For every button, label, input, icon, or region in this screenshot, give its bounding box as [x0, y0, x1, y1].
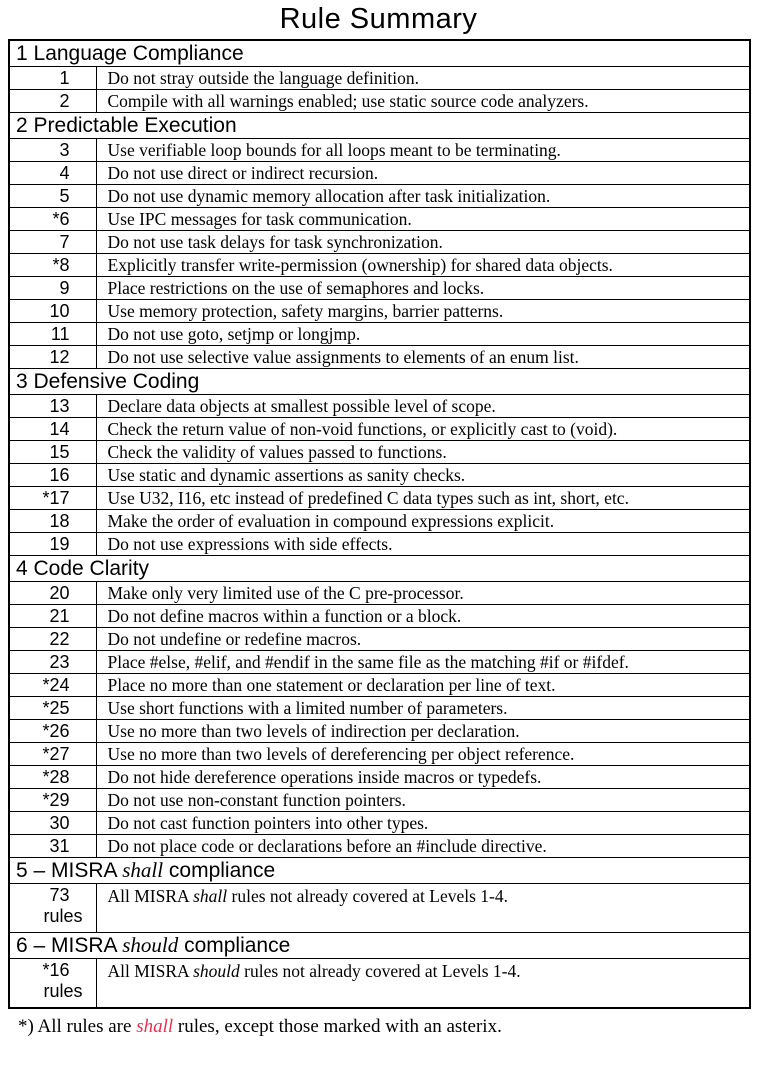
footnote-text: *) All rules are — [18, 1016, 137, 1037]
rule-number-cell — [9, 418, 96, 441]
rule-row — [9, 582, 750, 605]
rule-text-cell — [96, 651, 750, 674]
rule-text: Compile with all warnings enabled; use static source code analyzers. — [107, 90, 589, 111]
section-heading — [9, 933, 750, 959]
rule-number-cell — [9, 162, 96, 185]
rule-number: 5 — [59, 185, 70, 206]
rule-number-cell — [9, 346, 96, 369]
rule-number-cell — [9, 743, 96, 766]
section-heading-emphasis: shall — [122, 858, 164, 882]
section-header-row — [9, 40, 750, 67]
rule-text: Use no more than two levels of indirection per declaration. — [107, 720, 520, 741]
rule-text-cell — [96, 162, 750, 185]
rule-row — [9, 67, 750, 90]
section-heading-text: 6 – MISRA — [16, 934, 123, 957]
rule-number: *6 — [52, 208, 70, 229]
rule-row — [9, 789, 750, 812]
rule-number-cell — [9, 277, 96, 300]
rule-number-cell — [9, 720, 96, 743]
rule-number: 20 — [49, 582, 70, 603]
rule-text: Do not use expressions with side effects. — [107, 533, 393, 554]
rule-row — [9, 254, 750, 277]
section-heading-text: 5 – MISRA — [16, 859, 123, 882]
section-header-row — [9, 556, 750, 582]
rule-text-cell — [96, 464, 750, 487]
rule-number: 73 — [49, 885, 70, 905]
section-heading-text: 1 Language Compliance — [16, 41, 244, 65]
rule-number: 1 — [59, 67, 70, 88]
rule-number: 13 — [49, 395, 70, 416]
rule-text: Make only very limited use of the C pre-processor. — [107, 582, 464, 603]
rule-row — [9, 720, 750, 743]
rule-text: Do not define macros within a function or a block. — [107, 605, 462, 626]
rule-text: Do not use goto, setjmp or longjmp. — [107, 323, 361, 344]
rule-row — [9, 651, 750, 674]
rule-text-cell — [96, 959, 750, 1009]
rule-text: Place no more than one statement or declaration per line of text. — [107, 674, 556, 695]
rule-row — [9, 185, 750, 208]
rule-text-cell — [96, 346, 750, 369]
rule-number: 15 — [49, 441, 70, 462]
rule-number-cell — [9, 395, 96, 418]
rule-text: Use memory protection, safety margins, barrier patterns. — [107, 300, 504, 321]
rule-text-cell — [96, 674, 750, 697]
rule-text: Place restrictions on the use of semaphores and locks. — [107, 277, 485, 298]
rule-number-cell — [9, 139, 96, 162]
rule-number-cell — [9, 90, 96, 113]
rule-text: Do not use dynamic memory allocation after task initialization. — [107, 185, 551, 206]
rule-number: 10 — [49, 300, 70, 321]
rule-row — [9, 835, 750, 858]
rule-number: 23 — [49, 651, 70, 672]
rule-text-cell — [96, 67, 750, 90]
rule-number-cell — [9, 884, 96, 933]
rule-number: 21 — [49, 605, 70, 626]
section-heading-text: 4 Code Clarity — [16, 556, 150, 580]
footnote-emphasis: shall — [136, 1016, 174, 1037]
rule-number-cell — [9, 674, 96, 697]
rule-number: 7 — [59, 231, 70, 252]
rule-text-cell — [96, 835, 750, 858]
rule-row — [9, 487, 750, 510]
rule-row — [9, 277, 750, 300]
section-heading — [9, 113, 750, 139]
rule-text-cell — [96, 582, 750, 605]
rule-number-cell — [9, 766, 96, 789]
section-header-row — [9, 933, 750, 959]
rule-text: All MISRA — [107, 886, 194, 906]
rule-number: 11 — [50, 323, 70, 344]
rule-text: Declare data objects at smallest possible level of scope. — [107, 395, 496, 416]
section-header-row — [9, 113, 750, 139]
rule-row — [9, 90, 750, 113]
rule-number-cell — [9, 651, 96, 674]
rule-number-sublabel: rules — [43, 981, 83, 1001]
rule-row — [9, 441, 750, 464]
rule-number-cell — [9, 441, 96, 464]
rule-row — [9, 533, 750, 556]
rule-row — [9, 300, 750, 323]
rule-text-cell — [96, 185, 750, 208]
rule-text-cell — [96, 487, 750, 510]
rule-text: All MISRA — [107, 961, 194, 981]
rule-text-cont: rules not already covered at Levels 1-4. — [227, 886, 508, 906]
rule-text: Explicitly transfer write-permission (ownership) for shared data objects. — [107, 254, 613, 275]
rule-number: 18 — [49, 510, 70, 531]
rule-number-cell — [9, 835, 96, 858]
rule-text: Do not use non-constant function pointers. — [107, 789, 406, 810]
rule-number: 30 — [49, 812, 70, 833]
rule-text: Make the order of evaluation in compound expressions explicit. — [107, 510, 555, 531]
rule-number-sublabel: rules — [43, 906, 83, 926]
rule-row — [9, 959, 750, 1009]
rule-text-cell — [96, 510, 750, 533]
rule-text-cell — [96, 441, 750, 464]
rule-text-cell — [96, 533, 750, 556]
rule-number: *17 — [42, 487, 70, 508]
rule-text: Place #else, #elif, and #endif in the same file as the matching #if or #ifdef. — [107, 651, 629, 672]
rule-number-cell — [9, 208, 96, 231]
page-title: Rule Summary — [279, 3, 478, 35]
rule-number-cell — [9, 231, 96, 254]
rule-number-cell — [9, 789, 96, 812]
rule-number-cell — [9, 185, 96, 208]
rule-text-cell — [96, 208, 750, 231]
rule-row — [9, 395, 750, 418]
section-header-row — [9, 369, 750, 395]
rule-number: 4 — [59, 162, 70, 183]
rule-text-cell — [96, 300, 750, 323]
section-heading-text-cont: compliance — [163, 859, 276, 882]
rule-number: 19 — [49, 533, 70, 554]
rule-number: 2 — [59, 90, 70, 111]
rule-text-cell — [96, 628, 750, 651]
rule-number: *29 — [42, 789, 70, 810]
rule-number-cell — [9, 605, 96, 628]
rule-text-cell — [96, 254, 750, 277]
section-heading — [9, 369, 750, 395]
rule-row — [9, 464, 750, 487]
section-heading-text-cont: compliance — [178, 934, 291, 957]
rule-row — [9, 605, 750, 628]
rule-text-cell — [96, 605, 750, 628]
footnote — [18, 1016, 757, 1038]
rule-number-cell — [9, 67, 96, 90]
rule-row — [9, 510, 750, 533]
rule-number: *26 — [42, 720, 70, 741]
rule-summary-table — [8, 39, 751, 1009]
rule-number: 16 — [49, 464, 70, 485]
rule-text-cell — [96, 743, 750, 766]
rule-text-cell — [96, 90, 750, 113]
rule-text-cell — [96, 418, 750, 441]
rule-row — [9, 346, 750, 369]
rule-text: Use no more than two levels of dereferencing per object reference. — [107, 743, 575, 764]
rule-number-cell — [9, 464, 96, 487]
rule-number-cell — [9, 812, 96, 835]
section-heading — [9, 40, 750, 67]
rule-text: Use static and dynamic assertions as sanity checks. — [107, 464, 466, 485]
rule-row — [9, 743, 750, 766]
rule-text-cell — [96, 884, 750, 933]
rule-row — [9, 674, 750, 697]
rule-row — [9, 697, 750, 720]
rule-number-cell — [9, 697, 96, 720]
rule-number: 9 — [59, 277, 70, 298]
rule-number-cell — [9, 323, 96, 346]
rule-number: *16 — [42, 960, 70, 980]
rule-row — [9, 208, 750, 231]
rule-row — [9, 139, 750, 162]
rule-number-cell — [9, 510, 96, 533]
rule-text: Use U32, I16, etc instead of predefined C data types such as int, short, etc. — [107, 487, 629, 508]
rule-number: 31 — [49, 835, 70, 856]
section-header-row — [9, 858, 750, 884]
rule-row — [9, 884, 750, 933]
section-heading-text: 2 Predictable Execution — [16, 113, 237, 137]
rule-row — [9, 812, 750, 835]
rule-row — [9, 323, 750, 346]
rule-text-cell — [96, 697, 750, 720]
section-heading-text: 3 Defensive Coding — [16, 369, 200, 393]
rule-row — [9, 162, 750, 185]
rule-number: 22 — [49, 628, 70, 649]
rule-number: *28 — [42, 766, 70, 787]
rule-text-cell — [96, 231, 750, 254]
rule-text-cell — [96, 720, 750, 743]
rule-text-cell — [96, 395, 750, 418]
rule-row — [9, 766, 750, 789]
rule-text-cell — [96, 277, 750, 300]
rule-number: *24 — [42, 674, 70, 695]
rule-text: Do not use selective value assignments to elements of an enum list. — [107, 346, 579, 367]
rule-text: Do not use direct or indirect recursion. — [107, 162, 379, 183]
rule-number-cell — [9, 300, 96, 323]
rule-text-cell — [96, 323, 750, 346]
rule-text: Check the validity of values passed to functions. — [107, 441, 447, 462]
rule-text: Do not stray outside the language definition. — [107, 67, 420, 88]
rule-row — [9, 231, 750, 254]
section-heading — [9, 556, 750, 582]
rule-text-emphasis: should — [193, 961, 240, 981]
rule-number-cell — [9, 533, 96, 556]
rule-row — [9, 418, 750, 441]
rule-text: Do not use task delays for task synchronization. — [107, 231, 443, 252]
rule-number-cell — [9, 487, 96, 510]
rule-number: *25 — [42, 697, 70, 718]
rule-text-emphasis: shall — [193, 886, 228, 906]
rule-text: Do not cast function pointers into other types. — [107, 812, 429, 833]
rule-number: 14 — [49, 418, 70, 439]
rule-text: Check the return value of non-void functions, or explicitly cast to (void). — [107, 418, 618, 439]
rule-table-body — [9, 40, 750, 1008]
footnote-text-cont: rules, except those marked with an asterix. — [173, 1016, 502, 1037]
rule-number: *8 — [52, 254, 70, 275]
rule-text-cont: rules not already covered at Levels 1-4. — [239, 961, 521, 981]
rule-number: 3 — [59, 139, 70, 160]
rule-text: Do not hide dereference operations inside macros or typedefs. — [107, 766, 542, 787]
rule-text-cell — [96, 139, 750, 162]
section-heading — [9, 858, 750, 884]
rule-text: Do not undefine or redefine macros. — [107, 628, 362, 649]
rule-text: Use IPC messages for task communication. — [107, 208, 412, 229]
rule-number: *27 — [42, 743, 70, 764]
rule-number-cell — [9, 254, 96, 277]
section-heading-emphasis: should — [122, 933, 179, 957]
rule-number-cell — [9, 582, 96, 605]
rule-text-cell — [96, 812, 750, 835]
rule-number-cell — [9, 959, 96, 1009]
rule-row — [9, 628, 750, 651]
rule-number: 12 — [49, 346, 70, 367]
rule-text: Use short functions with a limited number of parameters. — [107, 697, 508, 718]
rule-text: Do not place code or declarations before an #include directive. — [107, 835, 547, 856]
rule-number-cell — [9, 628, 96, 651]
rule-text-cell — [96, 766, 750, 789]
rule-text: Use verifiable loop bounds for all loops meant to be terminating. — [107, 139, 561, 160]
rule-text-cell — [96, 789, 750, 812]
